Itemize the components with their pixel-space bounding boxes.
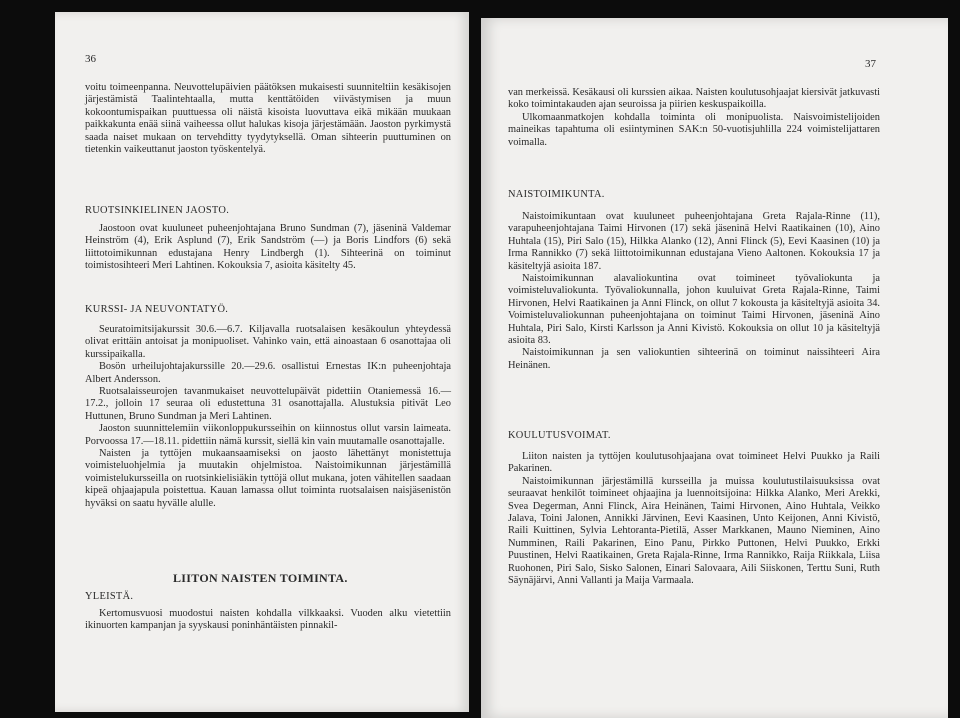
paragraph: Naistoimikuntaan ovat kuuluneet puheenjohtajana Greta Rajala-Rinne (11), varapuheenjohtajana Taimi Hirvonen (17) sekä jäseninä Helvi Raatikainen (10), Aino Huhtala (15), Piri Salo (15), Hilkka Alanko (12), Anni Flinck (5), Eevi Kaasinen (10) ja Irma Rannikko (7) sekä liittotoimikunnan edustajana Vieno Aaltonen. Kokouksia 17 ja käsiteltyjä asioita 187. xyxy=(508,211,880,272)
paragraph: Naistoimikunnan ja sen valiokuntien sihteerinä on toiminut naissihteeri Aira Heinänen. xyxy=(508,347,880,371)
paragraph: Seuratoimitsijakurssit 30.6.—6.7. Kiljavalla ruotsalaisen kesäkoulun yhteydessä olivat erittäin antoisat ja monipuoliset. Vahinko vain, että ainoastaan 6 osanottajaa oli kurssipaikalla. xyxy=(85,324,451,360)
page-number-right: 37 xyxy=(865,58,876,70)
paragraph: Naistoimikunnan järjestämillä kursseilla ja muissa koulutustilaisuuksissa ovat seuraavat henkilöt toimineet ohjaajina ja luennoitsijoina: Hilkka Alanko, Meri Arekki, Svea Degerman, Anni Flinck, Aira Heinänen, Taimi Hirvonen, Aino Huhtala, Veikko Jalava, Toini Jalonen, Annikki Järvinen, Eevi Kaasinen, Unto Keijonen, Anni Kivistö, Raili Kuittinen, Sylvia Lehtoranta-Pietilä, Asser Markkanen, Mauno Nieminen, Aino Numminen, Raili Pakarinen, Eino Panu, Pirkko Puttonen, Helvi Puukko, Erkki Puustinen, Helvi Raatikainen, Greta Rajala-Rinne, Irma Rannikko, Raija Riikkala, Liisa Ruohonen, Piri Salo, Sisko Salonen, Einari Salovaara, Aili Siiskonen, Terttu Suni, Ruth Säynäjärvi, Anni Vallanti ja Maija Varmaala. xyxy=(508,475,880,587)
right-page xyxy=(481,18,948,718)
section-heading-koulutusvoimat: KOULUTUSVOIMAT. xyxy=(508,430,611,441)
intro-text: voitu toimeenpanna. Neuvottelupäivien päätöksen mukaisesti suunniteltiin kesäkisojen järjestämistä Taalintehtaalla, mutta kenttätöiden viivästymisen ja muun kokoontumispaikan puuttuessa oli näistä kisoista luovuttava eikä mikään muukaan paikkakunta enää siinä vaiheessa ollut halukas kisoja järjestämään. Jaoston pyrkimystä saada naiset mukaan on tervehditty tyydytyksellä. Oman sihteerin puuttuminen on tietenkin vaikeuttanut jaoston työskentelyä. xyxy=(85,82,451,156)
left-page xyxy=(55,12,469,712)
section-heading-naistoimikunta: NAISTOIMIKUNTA. xyxy=(508,189,605,200)
paragraph: Jaostoon ovat kuuluneet puheenjohtajana Bruno Sundman (7), jäseninä Valdemar Heinström (4), Erik Asplund (7), Erik Sandström (—) ja Boris Lindfors (6) sekä liittotoimikunnan edustajana Henry Lindbergh (1). Sihteerinä on toiminut toimistosihteeri Meri Lahtinen. Kokouksia 7, asioita käsitelty 45. xyxy=(85,223,451,272)
section-heading-ruotsinkielinen: RUOTSINKIELINEN JAOSTO. xyxy=(85,205,230,216)
paragraph: Naisten ja tyttöjen mukaansaamiseksi on jaosto lähettänyt monistettuja voimisteluohjelmia ja muutakin ohjelmistoa. Naistoimikunnan järjestämillä voimistelukursseilla on ruotsinkielisiäkin tyttöjä ollut mukana, joten vähitellen saadaan kipeä ohjaajapula poistettua. Kauan lamassa ollut toiminta ruotsalaisen naisjäsenistön hyväksi on saatu hyvälle alulle. xyxy=(85,448,451,509)
paragraph: Naistoimikunnan alavaliokuntina ovat toimineet työvaliokunta ja voimisteluvaliokunta. Työvaliokunnalla, johon kuuluivat Greta Rajala-Rinne, Taimi Hirvonen, Helvi Raatikainen ja Anni Flinck, on ollut 7 kokousta ja käsiteltyjä asioita 34. Voimisteluvaliokunnan puheenjohtajana on toiminut Taimi Hirvonen, jäseninä Aino Huhtala, Piri Salo, Kirsti Karlsson ja Anni Kivistö. Kokouksia on ollut 10 ja käsiteltyjä asioita 83. xyxy=(508,273,880,347)
section-intro-right xyxy=(508,87,880,149)
section-naistoimikunta xyxy=(508,211,880,372)
main-heading-liiton-naisten: LIITON NAISTEN TOIMINTA. xyxy=(173,571,348,585)
section-ruotsinkielinen xyxy=(85,223,451,273)
paragraph: Jaoston suunnittelemiin viikonloppukursseihin on kiinnostus ollut varsin laimeata. Porvoossa 17.—18.11. pidettiin nämä kurssit, siellä kin vain muutamalle osanottajalle. xyxy=(85,423,451,447)
section-yleista xyxy=(85,608,451,633)
section-koulutusvoimat xyxy=(508,451,880,587)
section-kurssi xyxy=(85,324,451,510)
intro-paragraph xyxy=(85,82,451,156)
paragraph: Ulkomaanmatkojen kohdalla toiminta oli monipuolista. Naisvoimistelijoiden maineikas tapahtuma oli esiintyminen SAK:n 50-vuotisjuhlilla 224 voimistelijattaren voimalla. xyxy=(508,111,880,148)
paragraph: van merkeissä. Kesäkausi oli kurssien aikaa. Naisten koulutusohjaajat kiersivät jatkuvasti koko toimintakauden ajan seuroissa ja piirien keskuspaikoilla. xyxy=(508,87,880,111)
page-number-left: 36 xyxy=(85,53,96,65)
paragraph: Kertomusvuosi muodostui naisten kohdalla vilkkaaksi. Vuoden alku vietettiin ikinuorten kampanjan ja syyskausi poninhäntäisten pinnakil- xyxy=(85,608,451,632)
paragraph: Bosön urheilujohtajakurssille 20.—29.6. osallistui Ernestas IK:n puheenjohtaja Albert Andersson. xyxy=(85,361,451,385)
section-heading-kurssi: KURSSI- JA NEUVONTATYÖ. xyxy=(85,304,229,315)
section-heading-yleista: YLEISTÄ. xyxy=(85,591,134,602)
paragraph: Ruotsalaisseurojen tavanmukaiset neuvottelupäivät pidettiin Otaniemessä 16.—17.2., jolloin 17 seuraa oli edustettuna 31 osanottajalla. Alustuksia pitivät Leo Huttunen, Bruno Sundman ja Meri Lahtinen. xyxy=(85,386,451,422)
paragraph: Liiton naisten ja tyttöjen koulutusohjaajana ovat toimineet Helvi Puukko ja Raili Pakarinen. xyxy=(508,451,880,475)
